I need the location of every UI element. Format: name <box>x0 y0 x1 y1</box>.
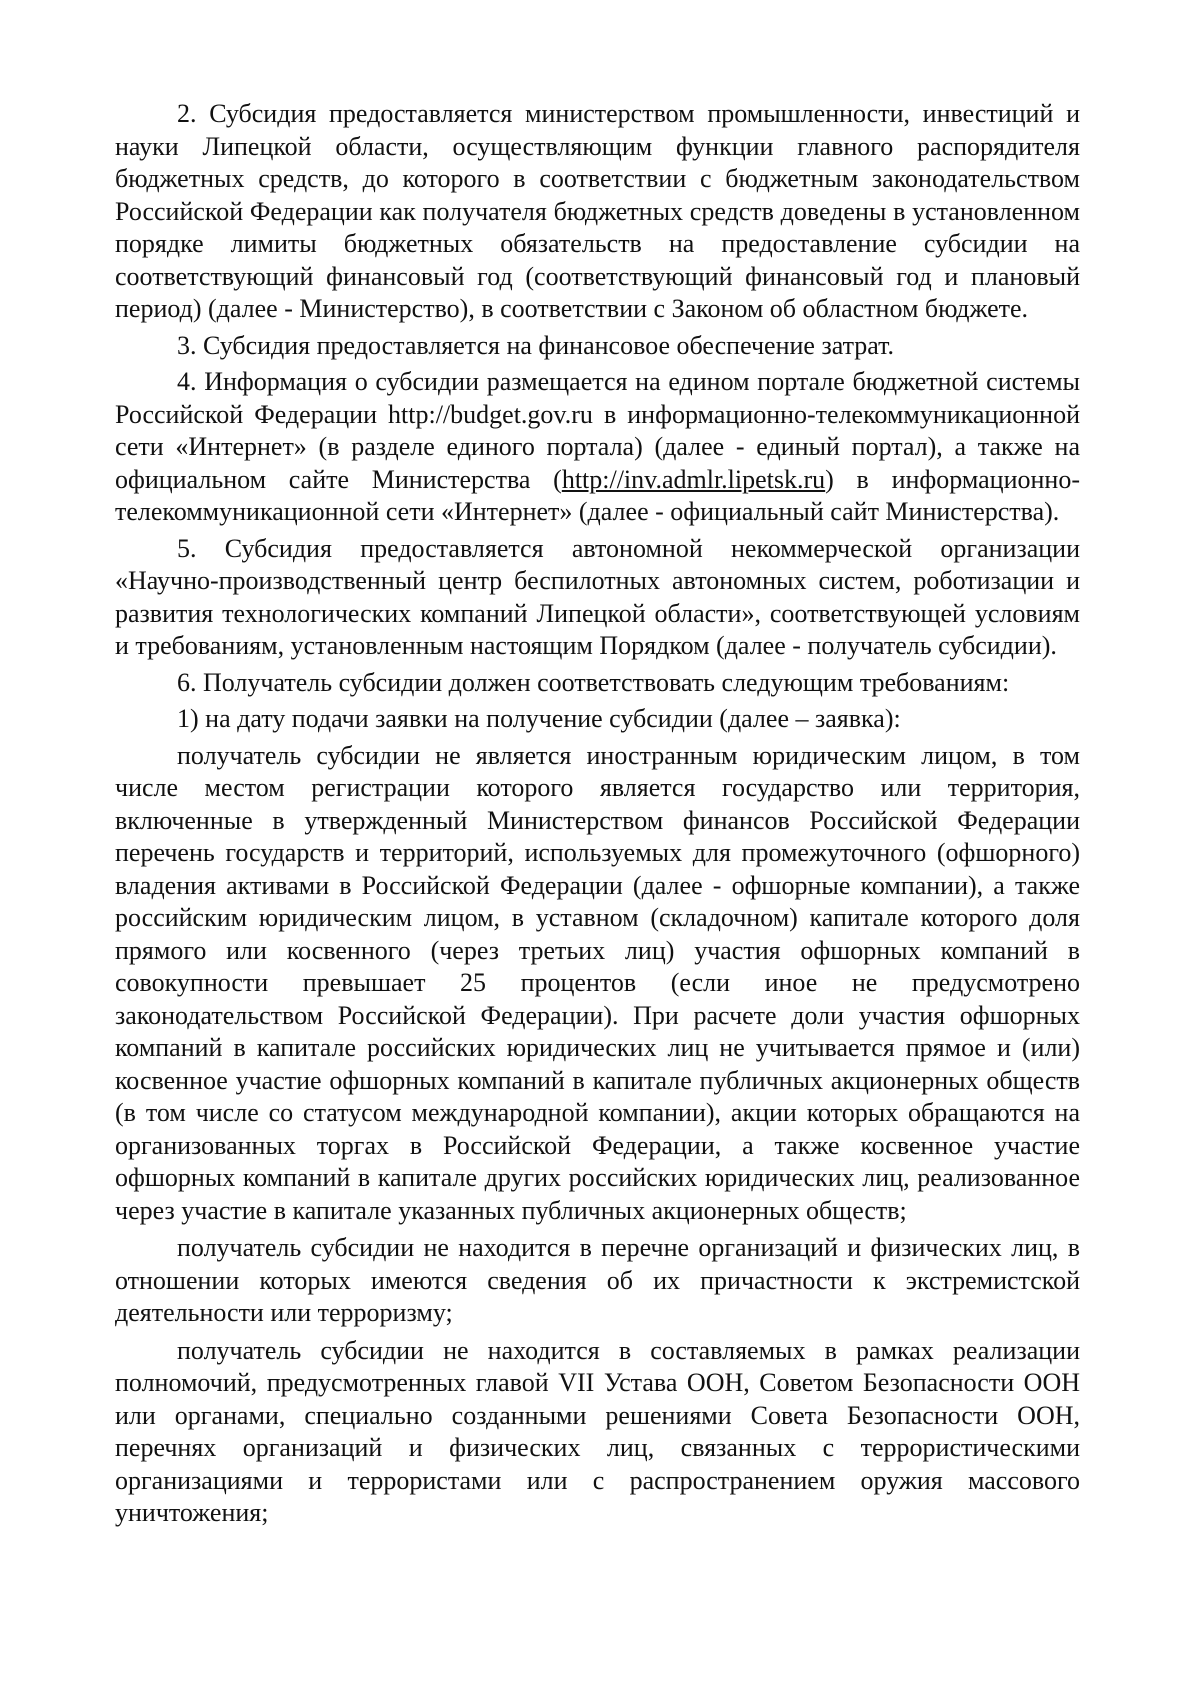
paragraph-4-text-end: ) в информационно-телекоммуникационной сети «Интернет» (далее - официальный сайт Министерства). <box>115 464 1080 526</box>
paragraph-2: 2. Субсидия предоставляется министерством промышленности, инвестиций и науки Липецкой области, осуществляющим функции главного распорядителя бюджетных средств, до которого в соответствии с бюджетным законодательством Российской Федерации как получателя бюджетных средств доведены в установленном порядке лимиты бюджетных обязательств на предоставление субсидии на соответствующий финансовый год (соответствующий финансовый год и плановый период) (далее - Министерство), в соответствии с Законом об областном бюджете. <box>115 99 1080 323</box>
paragraph-4-text-start: 4. Информация о субсидии размещается на едином портале бюджетной системы Российской Федерации http://budget.gov.ru в информационно-телекоммуникационной сети «Интернет» (в разделе единого портала) (далее - единый портал), а также на официальном сайте Министерства ( <box>115 367 1080 494</box>
requirement-extremism: получатель субсидии не находится в перечне организаций и физических лиц, в отношении которых имеются сведения об их причастности к экстремистской деятельности или терроризму; <box>115 1233 1080 1327</box>
paragraph-6-item-1: 1) на дату подачи заявки на получение субсидии (далее – заявка): <box>177 704 901 733</box>
paragraph-4 <box>115 366 1080 529</box>
paragraph-3: 3. Субсидия предоставляется на финансовое обеспечение затрат. <box>177 330 895 360</box>
paragraph-5: 5. Субсидия предоставляется автономной некоммерческой организации «Научно-производственный центр беспилотных автономных систем, роботизации и развития технологических компаний Липецкой области», соответствующей условиям и требованиям, установленным настоящим Порядком (далее - получатель субсидии). <box>115 533 1080 660</box>
paragraph-6: 6. Получатель субсидии должен соответствовать следующим требованиям: <box>177 667 1010 697</box>
requirement-un-lists: получатель субсидии не находится в составляемых в рамках реализации полномочий, предусмотренных главой VII Устава ООН, Советом Безопасности ООН или органами, специально созданными решениями Совета Безопасности ООН, перечнях организаций и физических лиц, связанных с террористическими организациями и террористами или с распространением оружия массового уничтожения; <box>115 1335 1080 1527</box>
ministry-site-link[interactable]: http://inv.admlr.lipetsk.ru <box>561 464 826 494</box>
document-body <box>115 98 1080 1530</box>
requirement-offshore: получатель субсидии не является иностранным юридическим лицом, в том числе местом регистрации которого является государство или территория, включенные в утвержденный Министерством финансов Российской Федерации перечень государств и территорий, используемых для промежуточного (офшорного) владения активами в Российской Федерации (далее - офшорные компании), а также российским юридическим лицом, в уставном (складочном) капитале которого доля прямого или косвенного (через третьих лиц) участия офшорных компаний в совокупности превышает 25 процентов (если иное не предусмотрено законодательством Российской Федерации). При расчете доли участия офшорных компаний в капитале российских юридических лиц не учитывается прямое и (или) косвенное участие офшорных компаний в капитале публичных акционерных обществ (в том числе со статусом международной компании), акции которых обращаются на организованных торгах в Российской Федерации, а также косвенное участие офшорных компаний в капитале других российских юридических лиц, реализованное через участие в капитале указанных публичных акционерных обществ; <box>115 740 1080 1225</box>
